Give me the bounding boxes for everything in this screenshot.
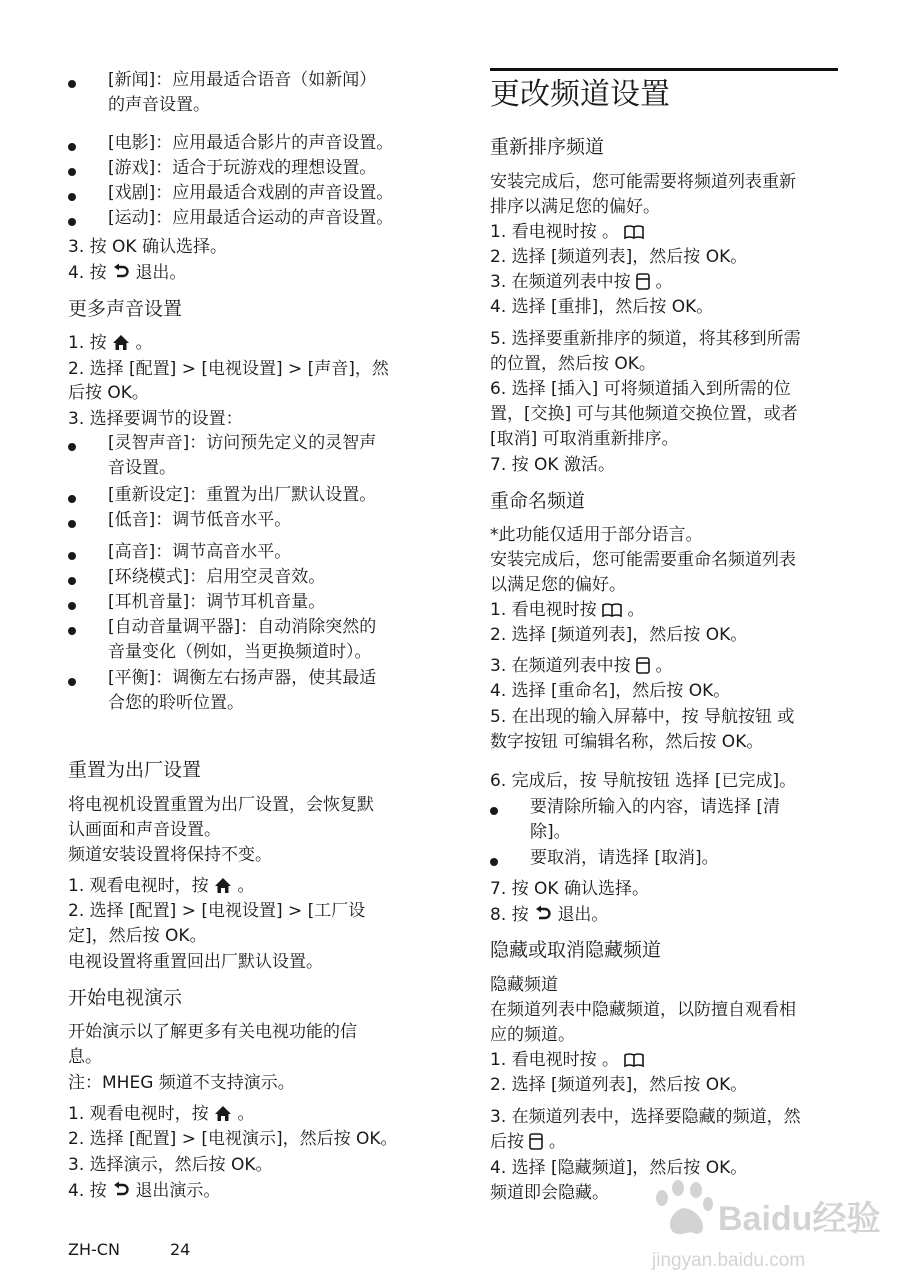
page-title: 更改频道设置 [490,77,670,112]
bullet-text: [游戏]：适合于玩游戏的理想设置。 [108,158,377,178]
section-heading: 重新排序频道 [490,136,605,158]
bullet-text: [自动音量调平器]：自动消除突然的 [108,617,377,637]
options-icon [636,273,650,290]
bullet-text: [耳机音量]：调节耳机音量。 [108,592,326,612]
bullet-text: [平衡]：调衡左右扬声器，使其最适 [108,668,377,688]
step-text: 2. 选择 [频道列表]，然后按 OK。 [490,247,748,267]
paragraph-text: 排序以满足您的偏好。 [490,197,660,217]
paragraph-text: 将电视机设置重置为出厂设置，会恢复默 [68,795,374,815]
bullet [68,552,76,560]
bullet [68,143,76,151]
step-text: 的位置，然后按 OK。 [490,354,656,374]
bullet-text: [低音]：调节低音水平。 [108,510,292,530]
bullet-text: 要取消，请选择 [取消]。 [530,848,719,868]
step-text: 频道即会隐藏。 [490,1183,609,1203]
note-text: *此功能仅适用于部分语言。 [490,525,703,545]
step-text: 2. 选择 [配置] > [电视演示]，然后按 OK。 [68,1129,398,1149]
step-text: 定]，然后按 OK。 [68,926,207,946]
options-icon [636,657,650,674]
section-heading: 重命名频道 [490,490,586,512]
step-text: 6. 完成后，按 导航按钮 选择 [已完成]。 [490,771,797,791]
bullet-text: 要清除所输入的内容，请选择 [清 [530,797,781,817]
paw-logo-icon [656,1180,713,1234]
step-text: 5. 选择要重新排序的频道，将其移到所需 [490,329,801,349]
step-text: 置，[交换] 可与其他频道交换位置，或者 [490,404,798,424]
back-icon [112,263,130,281]
section-heading: 隐藏或取消隐藏频道 [490,939,662,961]
step-text: 电视设置将重置回出厂默认设置。 [68,952,323,972]
bullet [490,807,498,815]
step-text: 后按 OK。 [68,383,149,403]
step-text: 7. 按 OK 激活。 [490,455,615,475]
step-text: 4. 选择 [重排]，然后按 OK。 [490,297,714,317]
paragraph-text: 以满足您的偏好。 [490,575,626,595]
watermark-url: jingyan.baidu.com [652,1250,806,1271]
bullet-text: [运动]：应用最适合运动的声音设置。 [108,208,394,228]
step-line: 3. 在频道列表中按 。 [490,656,673,676]
step-text: 数字按钮 可编辑名称，然后按 OK。 [490,732,764,752]
bullet-text: [电影]：应用最适合影片的声音设置。 [108,133,394,153]
bullet [68,495,76,503]
bullet-text: 合您的聆听位置。 [108,693,244,713]
paragraph-text: 在频道列表中隐藏频道，以防擅自观看相 [490,1000,796,1020]
step-line: 1. 观看电视时，按 。 [68,876,255,896]
step-line: 1. 观看电视时，按 。 [68,1104,255,1124]
bullet [68,520,76,528]
paragraph-text: 安装完成后，您可能需要重命名频道列表 [490,550,796,570]
guide-icon [624,224,644,240]
bullet-text: 的声音设置。 [108,95,210,115]
step-line: 4. 按 退出演示。 [68,1181,221,1201]
step-line: 后按 。 [490,1132,566,1152]
bullet [68,577,76,585]
step-text: 2. 选择 [配置] > [电视设置] > [声音]，然 [68,359,389,379]
step-line: 1. 看电视时按 。 [490,1048,644,1072]
paragraph-text: 安装完成后，您可能需要将频道列表重新 [490,172,796,192]
home-icon [112,334,130,351]
step-text: 4. 选择 [重命名]，然后按 OK。 [490,681,731,701]
bullet-text: 除]。 [530,822,571,842]
step-text: 3. 按 OK 确认选择。 [68,237,227,257]
guide-icon [624,1052,644,1068]
step-text: 3. 选择演示，然后按 OK。 [68,1155,273,1175]
step-text: 4. 选择 [隐藏频道]，然后按 OK。 [490,1158,748,1178]
paragraph-text: 频道安装设置将保持不变。 [68,845,272,865]
home-icon [214,877,232,894]
bullet-text: [新闻]：应用最适合语音（如新闻） [108,70,377,90]
bullet [68,218,76,226]
step-text: 3. 在频道列表中，选择要隐藏的频道，然 [490,1107,801,1127]
step-line: 1. 看电视时按 。 [490,600,645,620]
bullet-text: 音设置。 [108,458,176,478]
title-rule [490,68,838,71]
step-line: 8. 按 退出。 [490,905,609,925]
home-icon [214,1105,232,1122]
step-line: 4. 按 退出。 [68,263,187,283]
step-line: 3. 在频道列表中按 。 [490,272,673,292]
bullet [490,858,498,866]
bullet-text: [灵智声音]：访问预先定义的灵智声 [108,433,377,453]
paragraph-text: 应的频道。 [490,1025,575,1045]
options-icon [529,1133,543,1150]
step-text: 2. 选择 [频道列表]，然后按 OK。 [490,625,748,645]
page-number: 24 [170,1240,191,1259]
bullet [68,627,76,635]
bullet-text: [环绕模式]：启用空灵音效。 [108,567,326,587]
paragraph-text: 认画面和声音设置。 [68,820,221,840]
bullet [68,80,76,88]
bullet [68,602,76,610]
footer-language: ZH-CN [68,1240,120,1259]
bullet [68,443,76,451]
bullet [68,678,76,686]
section-heading: 开始电视演示 [68,987,183,1009]
step-text: [取消] 可取消重新排序。 [490,429,679,449]
note-text: 注：MHEG 频道不支持演示。 [68,1073,295,1093]
step-text: 5. 在出现的输入屏幕中，按 导航按钮 或 [490,707,795,727]
bullet [68,168,76,176]
bullet [68,193,76,201]
step-text: 2. 选择 [配置] > [电视设置] > [工厂设 [68,901,366,921]
step-text: 7. 按 OK 确认选择。 [490,879,649,899]
bullet-text: [重新设定]：重置为出厂默认设置。 [108,485,377,505]
step-text: 6. 选择 [插入] 可将频道插入到所需的位 [490,379,791,399]
section-heading: 重置为出厂设置 [68,759,202,781]
watermark-brand: Baidu经验 [718,1200,881,1238]
bullet-text: 音量变化（例如，当更换频道时）。 [108,642,372,662]
step-line: 1. 按 。 [68,333,153,353]
subheading: 隐藏频道 [490,975,558,995]
guide-icon [602,602,622,618]
step-text: 2. 选择 [频道列表]，然后按 OK。 [490,1075,748,1095]
paragraph-text: 开始演示以了解更多有关电视功能的信 [68,1022,357,1042]
back-icon [534,905,552,923]
back-icon [112,1181,130,1199]
bullet-text: [高音]：调节高音水平。 [108,542,292,562]
section-heading: 更多声音设置 [68,298,183,320]
baidu-watermark [640,1168,881,1278]
paragraph-text: 息。 [68,1047,102,1067]
step-text: 3. 选择要调节的设置： [68,409,243,429]
bullet-text: [戏剧]：应用最适合戏剧的声音设置。 [108,183,394,203]
step-line: 1. 看电视时按 。 [490,220,644,244]
